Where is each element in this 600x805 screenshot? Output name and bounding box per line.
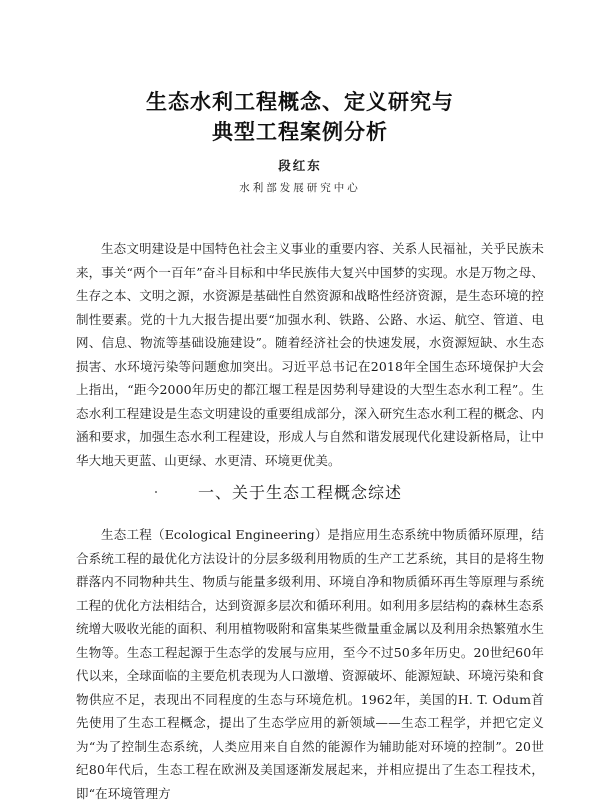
paper-title-line-1: 生态水利工程概念、定义研究与: [146, 90, 454, 114]
paper-title-line-2: 典型工程案例分析: [212, 120, 388, 144]
author-name: 段红东: [278, 158, 322, 173]
section-heading: 一、关于生态工程概念综述: [197, 483, 402, 502]
section-1-paragraph: 生态工程（Ecological Engineering）是指应用生态系统中物质循环原理，结合系统工程的最优化方法设计的分层多级利用物质的生产工艺系统，其目的是将生物群落内不同物种共生、物质与能量多级利用、环境自净和物质循环再生等原理与系统工程的优化方法相结合，达到资源多层次和循环利用。如利用多层结构的森林生态系统增大吸收光能的面积、利用植物吸附和富集某些微量重金属以及利用余热繁殖水生生物等。生态工程起源于生态学的发展与应用，至今不过50多年历史。20世纪60年代以来，全球面临的主要危机表现为人口激增、资源破坏、能源短缺、环境污染和食物供应不足，表现出不同程度的生态与环境危机。1962年，美国的H. T. Odum首先使用了生态工程概念，提出了生态学应用的新领域——生态工程学，并把它定义为“为了控制生态系统，人类应用来自自然的能源作为辅助能对环境的控制”。20世纪80年代后，生态工程在欧洲及美国逐渐发展起来，并相应提出了生态工程技术，即“在环境管理方: [76, 527, 544, 801]
author-affiliation: 水利部发展研究中心: [239, 182, 361, 194]
intro-paragraph: 生态文明建设是中国特色社会主义事业的重要内容、关系人民福祉，关乎民族未来，事关“两个一百年”奋斗目标和中华民族伟大复兴中国梦的实现。水是万物之母、生存之本、文明之源，水资源是基础性自然资源和战略性经济资源，是生态环境的控制性要素。党的十九大报告提出要“加强水利、铁路、公路、水运、航空、管道、电网、信息、物流等基础设施建设”。随着经济社会的快速发展，水资源短缺、水生态损害、水环境污染等问题愈加突出。习近平总书记在2018年全国生态环境保护大会上指出，“距今2000年历史的都江堰工程是因势利导建设的大型生态水利工程”。生态水利工程建设是生态文明建设的重要组成部分，深入研究生态水利工程的概念、内涵和要求，加强生态水利工程建设，形成人与自然和谐发展现代化建设新格局，让中华大地天更蓝、山更绿、水更清、环境更优美。: [76, 241, 544, 468]
